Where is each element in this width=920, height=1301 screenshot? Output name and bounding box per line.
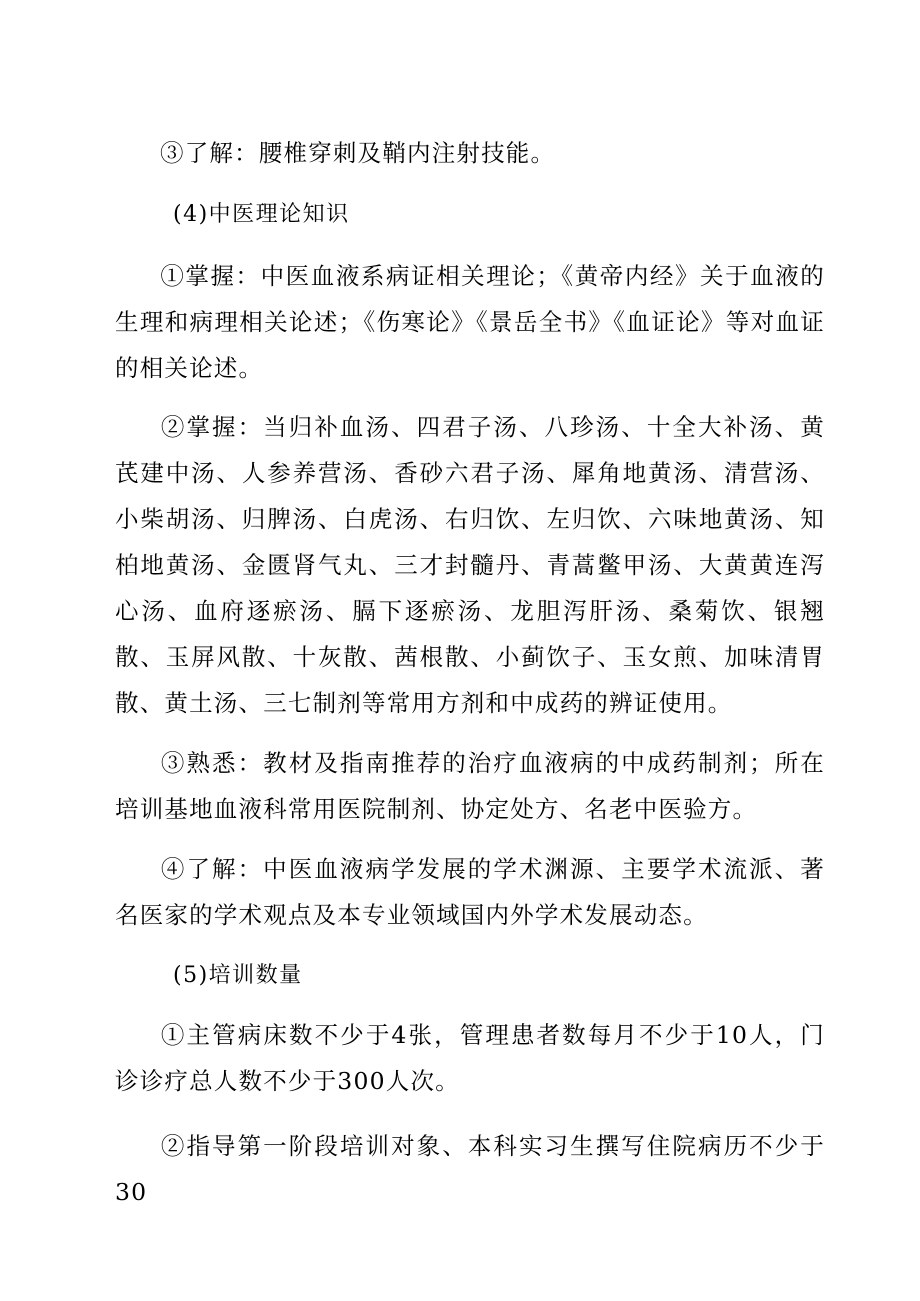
- item-bed-count: [115, 1012, 825, 1104]
- paragraph-text: ①掌握：中医血液系病证相关理论；《黄帝内经》关于血液的生理和病理相关论述；《伤寒论》《景岳全书》《血证论》等对血证的相关论述。: [115, 262, 825, 382]
- paragraph-text: ③熟悉：教材及指南推荐的治疗血液病的中成药制剂；所在培训基地血液科常用医院制剂、协定处方、名老中医验方。: [115, 749, 825, 823]
- section-heading-tcm-theory: (4)中医理论知识: [173, 202, 350, 227]
- paragraph-text: ②指导第一阶段培训对象、本科实习生撰写住院病历不少于30: [115, 1132, 825, 1206]
- item-familiar-preparations: [115, 740, 825, 832]
- item-understand-history: [115, 846, 825, 938]
- item-supervise-records: [115, 1123, 825, 1215]
- item-lumbar-puncture: [115, 130, 825, 176]
- paragraph-text: ②掌握：当归补血汤、四君子汤、八珍汤、十全大补汤、黄芪建中汤、人参养营汤、香砂六君子汤、犀角地黄汤、清营汤、小柴胡汤、归脾汤、白虎汤、右归饮、左归饮、六味地黄汤、知柏地黄汤、金匮肾气丸、三才封髓丹、青蒿鳖甲汤、大黄黄连泻心汤、血府逐瘀汤、膈下逐瘀汤、龙胆泻肝汤、桑菊饮、银翘散、玉屏风散、十灰散、茜根散、小蓟饮子、玉女煎、加味清胃散、黄土汤、三七制剂等常用方剂和中成药的辨证使用。: [115, 413, 825, 717]
- section-heading-training-quantity: (5)培训数量: [173, 963, 303, 988]
- paragraph-text: ③了解：腰椎穿刺及鞘内注射技能。: [160, 139, 556, 167]
- item-master-theory: [115, 253, 825, 391]
- paragraph-text: ①主管病床数不少于4张，管理患者数每月不少于10人，门诊诊疗总人数不少于300人次。: [115, 1021, 825, 1095]
- item-master-formulas: [115, 404, 825, 726]
- paragraph-text: ④了解：中医血液病学发展的学术渊源、主要学术流派、著名医家的学术观点及本专业领域国内外学术发展动态。: [115, 855, 825, 929]
